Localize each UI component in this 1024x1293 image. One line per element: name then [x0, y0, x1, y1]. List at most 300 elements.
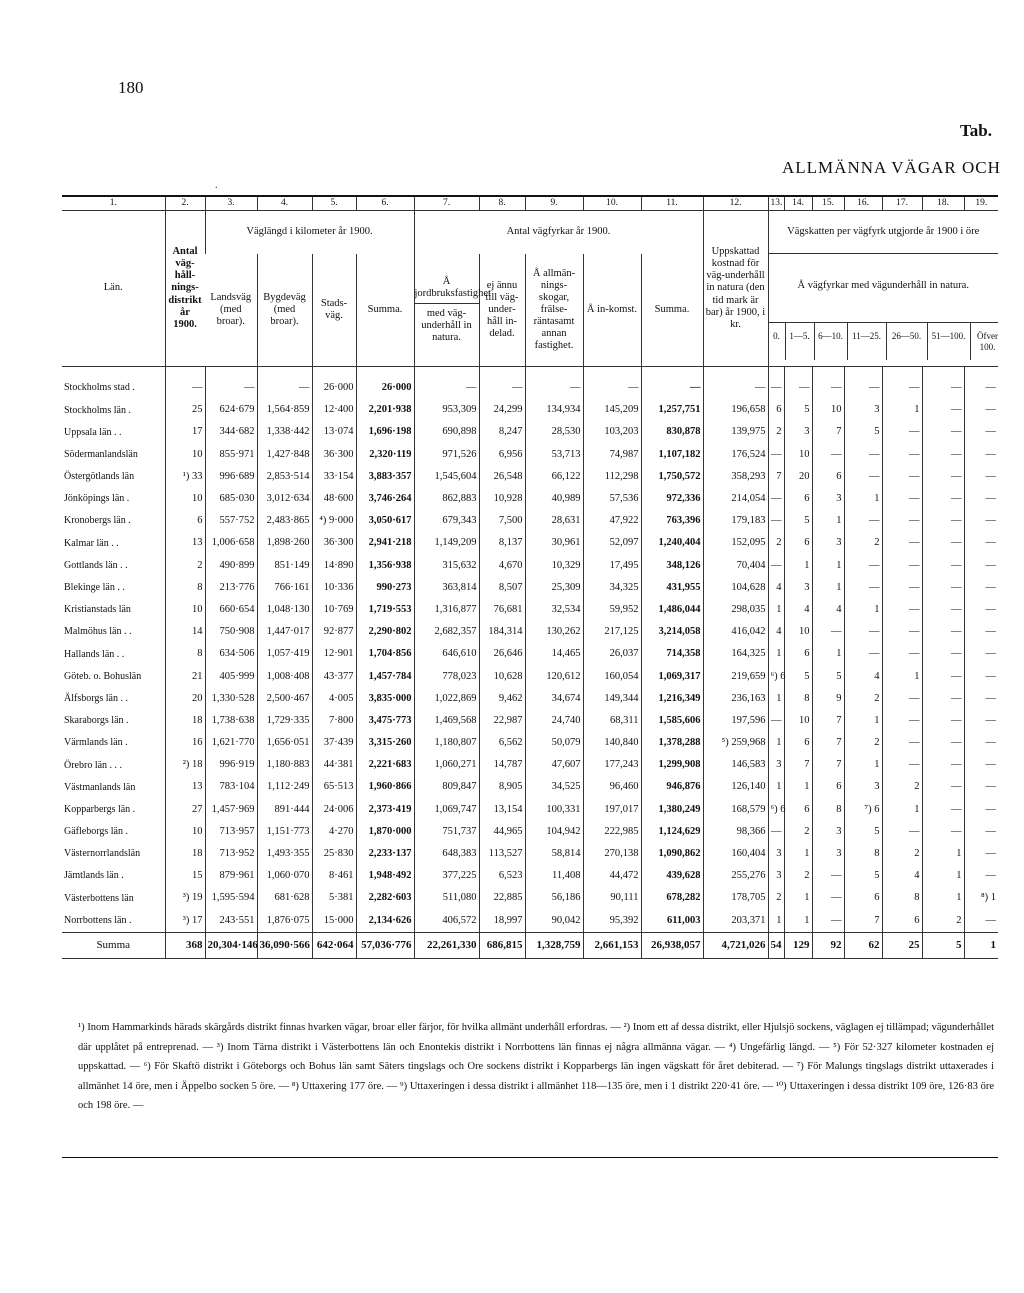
cell-allman: 50,079	[525, 732, 583, 754]
cell-kostnad: 4,721,026	[703, 932, 768, 958]
cell-b1: 3	[784, 577, 812, 599]
cell-b4: —	[882, 710, 922, 732]
cell-distr: ³) 17	[165, 910, 205, 933]
cell-inkomst: 74,987	[583, 444, 641, 466]
cell-b5: —	[922, 466, 964, 488]
cell-stadsvag: 4·005	[312, 688, 356, 710]
cell-bygdevag: 1,493·355	[257, 843, 312, 865]
cell-med-vag: 679,343	[414, 510, 479, 532]
cell-lan: Göteb. o. Bohuslän	[64, 670, 142, 682]
cell-distr: 8	[165, 643, 205, 665]
column-number: 17.	[882, 196, 922, 211]
cell-summa-km: 2,221·683	[356, 754, 414, 776]
cell-allman: 28,530	[525, 421, 583, 443]
header-antal-distrikt: Antal väg-håll-nings-distrikt år 1900.	[165, 211, 205, 367]
cell-summa-km: 1,870·000	[356, 821, 414, 843]
cell-med-vag: 1,469,568	[414, 710, 479, 732]
cell-b2: 6	[812, 776, 844, 798]
cell-b5: —	[922, 510, 964, 532]
cell-summa-km: 3,315·260	[356, 732, 414, 754]
cell-b3: 5	[844, 821, 882, 843]
table-row	[62, 865, 998, 887]
cell-summa-fyrkar: 1,299,908	[641, 754, 703, 776]
cell-stadsvag: 15·000	[312, 910, 356, 933]
cell-bygdevag: 1,048·130	[257, 599, 312, 621]
cell-b6: 1	[964, 932, 998, 958]
cell-landsvag: 713·957	[205, 821, 257, 843]
cell-lan: Stockholms län .	[64, 404, 131, 416]
cell-kostnad: 126,140	[703, 776, 768, 798]
cell-inkomst: 217,125	[583, 621, 641, 643]
cell-b4: —	[882, 577, 922, 599]
table-row	[62, 399, 998, 421]
cell-landsvag: 405·999	[205, 665, 257, 687]
cell-allman: —	[525, 377, 583, 399]
cell-allman: 32,534	[525, 599, 583, 621]
cell-med-vag: 377,225	[414, 865, 479, 887]
column-number: 1.	[62, 196, 165, 211]
cell-kostnad: 196,658	[703, 399, 768, 421]
cell-b5: —	[922, 821, 964, 843]
cell-b5: —	[922, 377, 964, 399]
cell-ej-annu: 6,956	[479, 444, 525, 466]
cell-ej-annu: 184,314	[479, 621, 525, 643]
cell-distr: —	[165, 377, 205, 399]
cell-b3: 6	[844, 887, 882, 909]
cell-med-vag: 809,847	[414, 776, 479, 798]
cell-b3: —	[844, 377, 882, 399]
cell-b3: 62	[844, 932, 882, 958]
cell-b3: —	[844, 555, 882, 577]
cell-b3: 5	[844, 421, 882, 443]
cell-allman: 25,309	[525, 577, 583, 599]
cell-ej-annu: 14,787	[479, 754, 525, 776]
cell-b5: —	[922, 577, 964, 599]
cell-b5: —	[922, 754, 964, 776]
cell-b6: —	[964, 599, 998, 621]
header-bygdevag: Bygdeväg (med broar).	[257, 254, 312, 367]
cell-b2: 1	[812, 510, 844, 532]
cell-summa-fyrkar: 1,090,862	[641, 843, 703, 865]
cell-med-vag: 1,060,271	[414, 754, 479, 776]
bin-header: 11—25.	[847, 323, 886, 360]
cell-b5: —	[922, 688, 964, 710]
column-number: 18.	[922, 196, 964, 211]
cell-b1: 1	[784, 887, 812, 909]
table-row	[62, 466, 998, 488]
footnotes	[78, 1018, 994, 1116]
cell-b2: 6	[812, 466, 844, 488]
table-row	[62, 555, 998, 577]
cell-b6: —	[964, 732, 998, 754]
cell-bygdevag: 3,012·634	[257, 488, 312, 510]
cell-b0: 1	[768, 776, 784, 798]
cell-b5: —	[922, 532, 964, 554]
cell-ej-annu: 8,137	[479, 532, 525, 554]
cell-summa-km: 3,050·617	[356, 510, 414, 532]
cell-b5: —	[922, 732, 964, 754]
cell-ej-annu: 26,548	[479, 466, 525, 488]
cell-summa-fyrkar: 972,336	[641, 488, 703, 510]
cell-b6: —	[964, 399, 998, 421]
cell-b6: —	[964, 710, 998, 732]
cell-summa-fyrkar: 1,124,629	[641, 821, 703, 843]
cell-summa-km: 57,036·776	[356, 932, 414, 958]
cell-summa-fyrkar: 1,378,288	[641, 732, 703, 754]
cell-kostnad: 152,095	[703, 532, 768, 554]
cell-b5: 1	[922, 887, 964, 909]
cell-b4: 1	[882, 399, 922, 421]
cell-b3: 2	[844, 732, 882, 754]
cell-b0: 4	[768, 577, 784, 599]
cell-distr: 10	[165, 488, 205, 510]
cell-inkomst: 149,344	[583, 688, 641, 710]
bin-header: Öfver 100.	[970, 323, 1005, 360]
cell-stadsvag: 44·381	[312, 754, 356, 776]
cell-b5: 2	[922, 910, 964, 933]
print-mark: .	[215, 180, 218, 191]
cell-b6: —	[964, 843, 998, 865]
cell-landsvag: 1,330·528	[205, 688, 257, 710]
cell-b3: 4	[844, 665, 882, 687]
cell-bygdevag: 1,060·070	[257, 865, 312, 887]
cell-b0: —	[768, 555, 784, 577]
table-row	[62, 821, 998, 843]
cell-b1: 5	[784, 510, 812, 532]
cell-b0: —	[768, 510, 784, 532]
cell-b2: 3	[812, 821, 844, 843]
cell-b6: —	[964, 421, 998, 443]
cell-stadsvag: 12·901	[312, 643, 356, 665]
cell-summa-km: 2,282·603	[356, 887, 414, 909]
cell-b0: 2	[768, 421, 784, 443]
cell-b4: 6	[882, 910, 922, 933]
cell-bygdevag: —	[257, 377, 312, 399]
cell-kostnad: 176,524	[703, 444, 768, 466]
cell-landsvag: 685·030	[205, 488, 257, 510]
cell-landsvag: 996·919	[205, 754, 257, 776]
cell-bygdevag: 1,898·260	[257, 532, 312, 554]
cell-summa-km: 2,320·119	[356, 444, 414, 466]
column-number: 13.	[768, 196, 784, 211]
table-row	[62, 754, 998, 776]
cell-b4: —	[882, 421, 922, 443]
table-row	[62, 488, 998, 510]
cell-bygdevag: 1,112·249	[257, 776, 312, 798]
cell-distr: 6	[165, 510, 205, 532]
cell-allman: 134,934	[525, 399, 583, 421]
table-row	[62, 799, 998, 821]
column-number: 4.	[257, 196, 312, 211]
table-row	[62, 421, 998, 443]
cell-ej-annu: 22,987	[479, 710, 525, 732]
cell-summa-fyrkar: 26,938,057	[641, 932, 703, 958]
cell-distr: 10	[165, 444, 205, 466]
cell-med-vag: 511,080	[414, 887, 479, 909]
bin-header: 26—50.	[886, 323, 927, 360]
cell-landsvag: 624·679	[205, 399, 257, 421]
cell-med-vag: 953,309	[414, 399, 479, 421]
cell-lan: Östergötlands län	[64, 471, 135, 483]
cell-ej-annu: 76,681	[479, 599, 525, 621]
cell-allman: 90,042	[525, 910, 583, 933]
cell-landsvag: 879·961	[205, 865, 257, 887]
cell-bygdevag: 681·628	[257, 887, 312, 909]
cell-bygdevag: 2,500·467	[257, 688, 312, 710]
cell-lan: Västerbottens län	[64, 892, 134, 904]
cell-b5: —	[922, 399, 964, 421]
cell-b2: 10	[812, 399, 844, 421]
cell-lan: Skaraborgs län .	[64, 715, 129, 727]
cell-stadsvag: 4·270	[312, 821, 356, 843]
cell-allman: 58,814	[525, 843, 583, 865]
cell-b2: 7	[812, 732, 844, 754]
cell-ej-annu: 8,507	[479, 577, 525, 599]
header-summa-fyrkar: Summa.	[641, 254, 703, 367]
cell-allman: 30,961	[525, 532, 583, 554]
cell-kostnad: 298,035	[703, 599, 768, 621]
cell-inkomst: 96,460	[583, 776, 641, 798]
cell-lan: Värmlands län .	[64, 737, 128, 749]
cell-distr: 16	[165, 732, 205, 754]
cell-stadsvag: 36·300	[312, 532, 356, 554]
cell-summa-fyrkar: 3,214,058	[641, 621, 703, 643]
cell-bygdevag: 2,853·514	[257, 466, 312, 488]
cell-kostnad: 416,042	[703, 621, 768, 643]
cell-summa-km: 3,746·264	[356, 488, 414, 510]
table-row	[62, 377, 998, 399]
cell-inkomst: 52,097	[583, 532, 641, 554]
cell-landsvag: 20,304·146	[205, 932, 257, 958]
cell-distr: 18	[165, 710, 205, 732]
cell-lan: Kronobergs län .	[64, 515, 131, 527]
cell-b0: ⁶) 6	[768, 665, 784, 687]
cell-lan: Jönköpings län .	[64, 493, 130, 505]
cell-bygdevag: 2,483·865	[257, 510, 312, 532]
cell-ej-annu: 113,527	[479, 843, 525, 865]
page-number: 180	[118, 78, 144, 97]
cell-b2: 8	[812, 799, 844, 821]
cell-b1: 2	[784, 821, 812, 843]
cell-b2: 3	[812, 532, 844, 554]
cell-b1: 1	[784, 776, 812, 798]
column-number: 19.	[964, 196, 998, 211]
cell-b0: 1	[768, 643, 784, 665]
cell-allman: 34,674	[525, 688, 583, 710]
cell-kostnad: 104,628	[703, 577, 768, 599]
cell-summa-fyrkar: 1,240,404	[641, 532, 703, 554]
bin-header: 1—5.	[785, 323, 814, 360]
table-row	[62, 510, 998, 532]
cell-bygdevag: 1,180·883	[257, 754, 312, 776]
cell-stadsvag: 37·439	[312, 732, 356, 754]
cell-landsvag: 243·551	[205, 910, 257, 933]
cell-b2: —	[812, 910, 844, 933]
cell-b0: 1	[768, 688, 784, 710]
cell-distr: 13	[165, 776, 205, 798]
cell-b5: 1	[922, 865, 964, 887]
bin-header: 0.	[773, 331, 780, 342]
header-allman: Å allmän-nings-skogar, frälse-räntasamt annan fastighet.	[525, 254, 583, 367]
cell-allman: 66,122	[525, 466, 583, 488]
cell-b2: 1	[812, 555, 844, 577]
cell-allman: 104,942	[525, 821, 583, 843]
cell-distr: 17	[165, 421, 205, 443]
cell-summa-fyrkar: 678,282	[641, 887, 703, 909]
cell-b2: 3	[812, 843, 844, 865]
cell-landsvag: 713·952	[205, 843, 257, 865]
cell-b1: 3	[784, 421, 812, 443]
cell-summa-fyrkar: 1,216,349	[641, 688, 703, 710]
cell-b4: 1	[882, 665, 922, 687]
cell-ej-annu: 7,500	[479, 510, 525, 532]
cell-b4: —	[882, 555, 922, 577]
cell-summa-fyrkar: 348,126	[641, 555, 703, 577]
cell-summa-fyrkar: 714,358	[641, 643, 703, 665]
cell-landsvag: 996·689	[205, 466, 257, 488]
header-summa-km: Summa.	[356, 254, 414, 367]
cell-b1: 129	[784, 932, 812, 958]
cell-landsvag: 1,006·658	[205, 532, 257, 554]
cell-b4: —	[882, 621, 922, 643]
cell-inkomst: 103,203	[583, 421, 641, 443]
cell-lan: Uppsala län . .	[64, 426, 122, 438]
cell-inkomst: 90,111	[583, 887, 641, 909]
cell-lan: Blekinge län . .	[64, 582, 125, 594]
cell-b0: 2	[768, 532, 784, 554]
cell-med-vag: 690,898	[414, 421, 479, 443]
cell-lan: Hallands län . .	[64, 648, 125, 660]
cell-b3: ⁷) 6	[844, 799, 882, 821]
cell-kostnad: ⁵) 259,968	[703, 732, 768, 754]
cell-b5: —	[922, 488, 964, 510]
cell-inkomst: 57,536	[583, 488, 641, 510]
cell-b6: —	[964, 688, 998, 710]
cell-b0: —	[768, 444, 784, 466]
cell-allman: 53,713	[525, 444, 583, 466]
cell-b0: —	[768, 488, 784, 510]
cell-inkomst: 17,495	[583, 555, 641, 577]
cell-b3: 1	[844, 754, 882, 776]
cell-b1: 6	[784, 532, 812, 554]
cell-distr: 2	[165, 555, 205, 577]
cell-b6: —	[964, 910, 998, 933]
cell-b2: 7	[812, 421, 844, 443]
cell-inkomst: 222,985	[583, 821, 641, 843]
cell-kostnad: 236,163	[703, 688, 768, 710]
cell-landsvag: 634·506	[205, 643, 257, 665]
cell-allman: 24,740	[525, 710, 583, 732]
cell-kostnad: 70,404	[703, 555, 768, 577]
cell-kostnad: 139,975	[703, 421, 768, 443]
cell-stadsvag: 14·890	[312, 555, 356, 577]
cell-summa-km: 1,457·784	[356, 665, 414, 687]
cell-distr: 13	[165, 532, 205, 554]
cell-b5: —	[922, 421, 964, 443]
cell-b4: —	[882, 821, 922, 843]
cell-inkomst: 140,840	[583, 732, 641, 754]
cell-inkomst: 2,661,153	[583, 932, 641, 958]
cell-allman: 100,331	[525, 799, 583, 821]
cell-stadsvag: 25·830	[312, 843, 356, 865]
cell-summa-km: 3,883·357	[356, 466, 414, 488]
cell-summa-km: 1,356·938	[356, 555, 414, 577]
cell-inkomst: 34,325	[583, 577, 641, 599]
cell-lan: Stockholms stad .	[64, 382, 135, 394]
cell-stadsvag: 642·064	[312, 932, 356, 958]
cell-b5: —	[922, 665, 964, 687]
cell-b3: 7	[844, 910, 882, 933]
cell-distr: ³) 19	[165, 887, 205, 909]
cell-inkomst: 177,243	[583, 754, 641, 776]
cell-summa-fyrkar: 439,628	[641, 865, 703, 887]
cell-b2: —	[812, 621, 844, 643]
cell-lan: Jämtlands län .	[64, 870, 124, 882]
cell-b2: —	[812, 887, 844, 909]
cell-stadsvag: 5·381	[312, 887, 356, 909]
cell-inkomst: —	[583, 377, 641, 399]
cell-b4: —	[882, 754, 922, 776]
cell-b6: —	[964, 510, 998, 532]
cell-lan: Södermanlandslän	[64, 448, 138, 460]
cell-summa-fyrkar: 946,876	[641, 776, 703, 798]
cell-b1: 10	[784, 621, 812, 643]
cell-stadsvag: 43·377	[312, 665, 356, 687]
cell-b6: —	[964, 377, 998, 399]
cell-bygdevag: 1,447·017	[257, 621, 312, 643]
cell-ej-annu: 4,670	[479, 555, 525, 577]
cell-b6: —	[964, 621, 998, 643]
cell-summa-km: 2,941·218	[356, 532, 414, 554]
cell-ej-annu: 6,523	[479, 865, 525, 887]
cell-ej-annu: 8,905	[479, 776, 525, 798]
cell-allman: 120,612	[525, 665, 583, 687]
cell-ej-annu: 6,562	[479, 732, 525, 754]
table-row	[62, 599, 998, 621]
column-number: 7.	[414, 196, 479, 211]
cell-distr: ²) 18	[165, 754, 205, 776]
cell-lan: Summa	[62, 932, 165, 958]
cell-b6: —	[964, 754, 998, 776]
total-row	[62, 932, 998, 958]
column-number: 12.	[703, 196, 768, 211]
cell-b0: 54	[768, 932, 784, 958]
cell-b6: —	[964, 776, 998, 798]
cell-kostnad: 98,366	[703, 821, 768, 843]
cell-b2: 1	[812, 577, 844, 599]
table-label: Tab.	[960, 121, 992, 140]
cell-b0: ⁶) 6	[768, 799, 784, 821]
cell-landsvag: 855·971	[205, 444, 257, 466]
cell-b2: 7	[812, 754, 844, 776]
cell-bygdevag: 1,338·442	[257, 421, 312, 443]
header-jordbruk: Å jordbruksfastighet	[415, 276, 479, 304]
cell-b3: —	[844, 621, 882, 643]
cell-b3: 2	[844, 688, 882, 710]
table-row	[62, 910, 998, 933]
cell-landsvag: 750·908	[205, 621, 257, 643]
cell-lan: Norrbottens län .	[64, 914, 132, 926]
cell-med-vag: 1,180,807	[414, 732, 479, 754]
bin-header-row	[769, 322, 999, 360]
cell-b3: 3	[844, 399, 882, 421]
cell-b2: —	[812, 444, 844, 466]
cell-distr: 368	[165, 932, 205, 958]
cell-kostnad: 197,596	[703, 710, 768, 732]
header-lan: Län.	[62, 211, 165, 367]
cell-b1: 1	[784, 555, 812, 577]
cell-b4: 25	[882, 932, 922, 958]
